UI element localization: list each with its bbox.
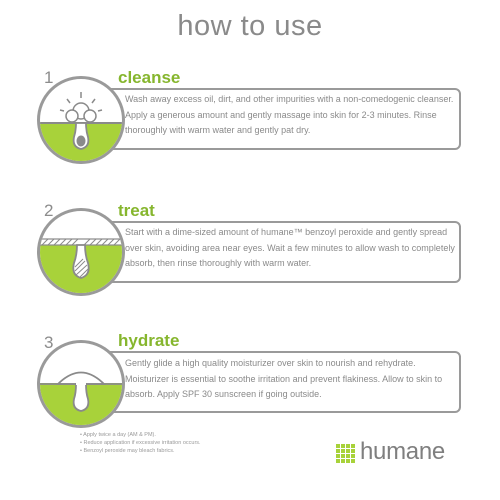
- page-title: how to use: [177, 10, 323, 42]
- step-text-hydrate: Gently glide a high quality moisturizer over skin to nourish and rehydrate. Moisturizer is essential to soothe irritation and prevent flakiness. Allow to skin to absorb. Apply SPF 30 sunscreen if going outside.: [125, 358, 443, 399]
- step-number-2: 2: [44, 201, 54, 220]
- step-text-treat: Start with a dime-sized amount of humane™ benzoyl peroxide and gently spread over skin, avoiding area near eyes. Wait a few minutes to allow wash to completely absorb, then rinse thoroughly with warm water.: [125, 227, 455, 268]
- note-item: • Reduce application if excessive irritation occurs.: [80, 439, 201, 447]
- step-title-treat: treat: [118, 201, 155, 220]
- step-title-cleanse: cleanse: [118, 68, 181, 87]
- step-title-hydrate: hydrate: [118, 331, 180, 350]
- step-number-1: 1: [44, 68, 54, 87]
- note-item: • Benzoyl peroxide may bleach fabrics.: [80, 447, 201, 455]
- cleanse-icon: [37, 76, 125, 164]
- usage-notes: [80, 431, 201, 455]
- note-item: • Apply twice a day (AM & PM).: [80, 431, 201, 439]
- step-number-3: 3: [44, 333, 54, 352]
- hydrate-icon: [37, 340, 125, 428]
- step-text-cleanse: Wash away excess oil, dirt, and other impurities with a non-comedogenic cleanser. Apply a generous amount and gently massage into skin for 2-3 minutes. Rinse thoroughly with warm water and gently pat dry.: [125, 94, 454, 135]
- treat-icon: [37, 208, 125, 296]
- logo-mark-icon: [336, 444, 356, 464]
- brand-name: humane: [360, 438, 445, 465]
